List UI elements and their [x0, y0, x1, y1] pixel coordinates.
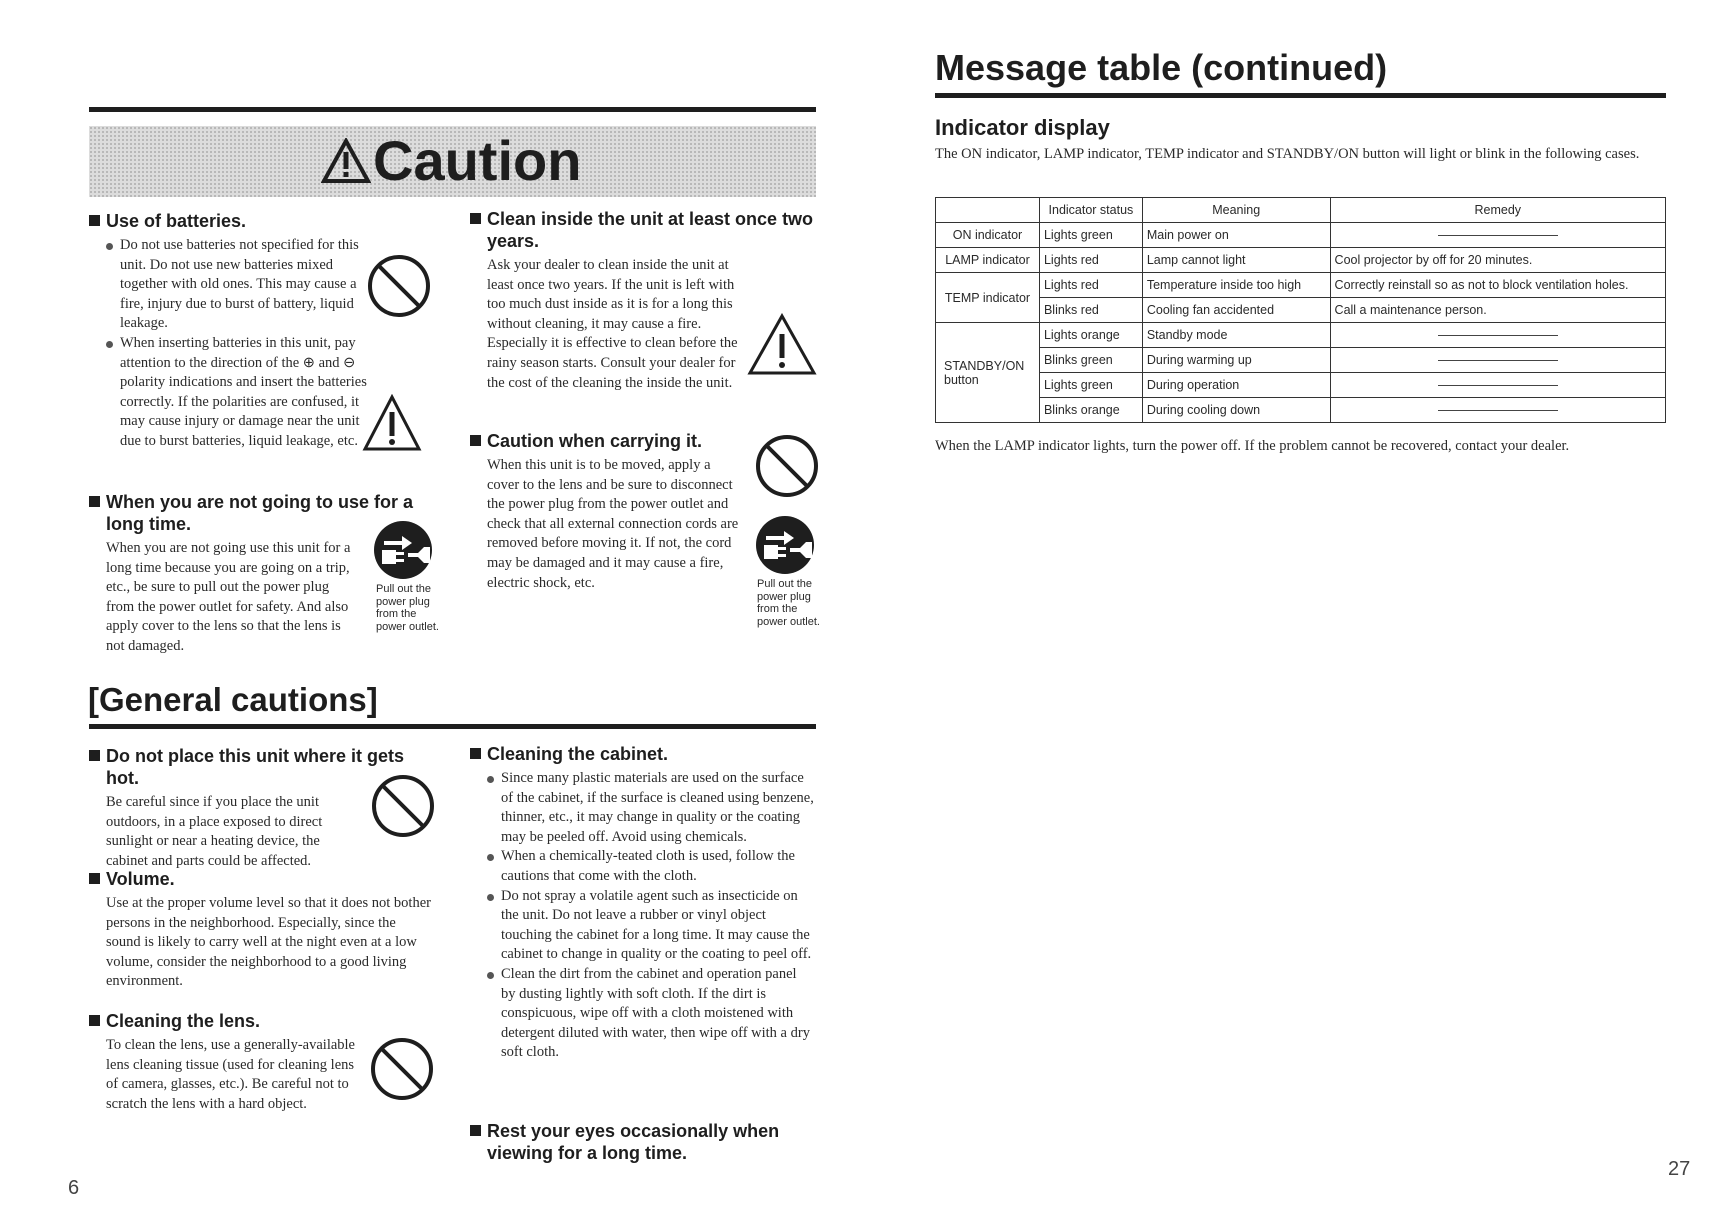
table-row — [936, 273, 1666, 298]
indicator-table — [935, 197, 1666, 423]
carrying-text: When this unit is to be moved, apply a cover to the lens and be sure to disconnect the power plug from the power outlet and check that all external connection cords are removed before moving it. If not, the cord may be damaged and it may cause a fire, electric shock, etc. — [487, 457, 739, 591]
section-batteries — [89, 210, 399, 452]
section-eyes — [470, 1120, 815, 1164]
long-time-text: When you are not going use this unit for a long time because you are going on a trip, etc., be sure to pull out the power plug from the power outlet for safety. And also apply cover to the lens so that the lens is not damaged. — [106, 540, 351, 654]
status-cell: Blinks green — [1039, 348, 1142, 373]
section-heading: Rest your eyes occasionally when viewing for a long time. — [470, 1120, 807, 1164]
indicator-label: STANDBY/ON button — [936, 323, 1040, 423]
indicator-label: LAMP indicator — [936, 248, 1040, 273]
meaning-cell: Standby mode — [1142, 323, 1330, 348]
pull-out-label: Pull out the power plug from the power outlet. — [757, 578, 820, 628]
status-cell: Blinks red — [1039, 298, 1142, 323]
general-rule — [89, 724, 816, 729]
title-rule — [935, 93, 1666, 98]
indicator-label: TEMP indicator — [936, 273, 1040, 323]
section-long-time — [89, 491, 414, 657]
volume-text: Use at the proper volume level so that it does not bother persons in the neighborhood. Especially, since the sound is likely to carry well at the night even at a low volume, consider the neighborhood to a good living environment. — [106, 895, 431, 990]
warning-icon — [362, 394, 422, 454]
remedy-cell: Cool projector by off for 20 minutes. — [1330, 248, 1665, 273]
meaning-cell: Main power on — [1142, 223, 1330, 248]
warning-icon — [747, 313, 817, 377]
page-number-left: 6 — [68, 1177, 80, 1199]
section-volume — [89, 868, 434, 992]
table-header-row — [936, 198, 1666, 223]
prohibition-icon — [754, 433, 820, 499]
header-cell: Remedy — [1330, 198, 1665, 223]
status-cell: Lights orange — [1039, 323, 1142, 348]
status-cell: Lights green — [1039, 223, 1142, 248]
warning-triangle-icon — [321, 138, 371, 184]
remedy-cell: Correctly reinstall so as not to block ventilation holes. — [1330, 273, 1665, 298]
header-cell: Meaning — [1142, 198, 1330, 223]
cabinet-bullet: Since many plastic materials are used on the surface of the cabinet, if the surface is cleaned using benzene, thinner, etc., it may change in quality or the coating may be peeled off. Avoid using chemicals. — [487, 769, 814, 847]
prohibition-icon — [366, 253, 432, 319]
section-heading: Caution when carrying it. — [470, 430, 815, 452]
remedy-cell — [1330, 348, 1665, 373]
caution-banner — [89, 126, 816, 197]
meaning-cell: During cooling down — [1142, 398, 1330, 423]
remedy-cell: Call a maintenance person. — [1330, 298, 1665, 323]
cabinet-bullet: Clean the dirt from the cabinet and operation panel by dusting lightly with soft cloth. If the dirt is conspicuous, wipe off with a cloth moistened with detergent diluted with water, then wipe off with a dry soft cloth. — [487, 965, 814, 1063]
section-heading: Use of batteries. — [89, 210, 399, 232]
message-table-title: Message table (continued) — [935, 47, 1388, 88]
remedy-cell — [1330, 323, 1665, 348]
general-cautions-title: [General cautions] — [88, 681, 378, 718]
table-row — [936, 348, 1666, 373]
pull-out-label: Pull out the power plug from the power outlet. — [376, 583, 439, 633]
section-heading: When you are not going to use for a long time. — [89, 491, 426, 535]
meaning-cell: Cooling fan accidented — [1142, 298, 1330, 323]
table-row — [936, 323, 1666, 348]
section-heading: Clean inside the unit at least once two years. — [470, 208, 832, 252]
status-cell: Lights red — [1039, 248, 1142, 273]
section-heading: Volume. — [89, 868, 434, 890]
meaning-cell: During warming up — [1142, 348, 1330, 373]
remedy-cell — [1330, 373, 1665, 398]
indicator-label: ON indicator — [936, 223, 1040, 248]
meaning-cell: Lamp cannot light — [1142, 248, 1330, 273]
status-cell: Lights red — [1039, 273, 1142, 298]
caution-title-text: Caution — [373, 129, 582, 192]
section-heading: Do not place this unit where it gets hot. — [89, 745, 434, 789]
indicator-display-title: Indicator display — [935, 115, 1110, 140]
table-row — [936, 223, 1666, 248]
section-heading: Cleaning the cabinet. — [470, 743, 815, 765]
prohibition-icon — [369, 1036, 435, 1102]
cabinet-bullet: Do not spray a volatile agent such as insecticide on the unit. Do not leave a rubber or vinyl object touching the cabinet for a long time. It may cause the cabinet to change in quality or the coating to peel off. — [487, 887, 814, 965]
hot-text: Be careful since if you place the unit outdoors, in a place exposed to direct sunlight or near a heating device, the cabinet and parts could be affected. — [106, 794, 323, 869]
section-heading: Cleaning the lens. — [89, 1010, 434, 1032]
table-row — [936, 373, 1666, 398]
clean-inside-text: Ask your dealer to clean inside the unit at least once two years. If the unit is left with too much dust inside as it is for a long this without cleaning, it may cause a fire. Especially it is effective to clean before the rainy season starts. Consult your dealer for the cost of the cleaning the inside the unit. — [487, 257, 738, 391]
cabinet-bullet: When a chemically-teated cloth is used, follow the cautions that come with the cloth. — [487, 847, 814, 886]
top-rule — [89, 107, 816, 112]
header-cell: Indicator status — [1039, 198, 1142, 223]
batteries-bullet-2: When inserting batteries in this unit, pay attention to the direction of the ⊕ and ⊖ polarity indications and insert the batteries correctly. If the polarities are confused, it may cause injury or damage near the unit due to burst batteries, liquid leakage, etc. — [106, 334, 398, 452]
meaning-cell: During operation — [1142, 373, 1330, 398]
remedy-cell — [1330, 398, 1665, 423]
table-row — [936, 298, 1666, 323]
remedy-cell — [1330, 223, 1665, 248]
meaning-cell: Temperature inside too high — [1142, 273, 1330, 298]
caution-heading — [321, 130, 581, 192]
status-cell: Blinks orange — [1039, 398, 1142, 423]
prohibition-icon — [370, 773, 436, 839]
table-row — [936, 398, 1666, 423]
section-cabinet — [470, 743, 815, 1063]
lens-text: To clean the lens, use a generally-available lens cleaning tissue (used for cleaning lens of camera, glasses, etc.). Be careful not to scratch the lens with a hard object. — [106, 1037, 355, 1112]
lamp-note: When the LAMP indicator lights, turn the power off. If the problem cannot be recovered, contact your dealer. — [935, 438, 1570, 454]
batteries-bullet-1: Do not use batteries not specified for this unit. Do not use new batteries mixed together with old ones. This may cause a fire, injury due to burst of battery, liquid leakage. — [106, 236, 398, 334]
unplug-icon — [754, 514, 816, 576]
status-cell: Lights green — [1039, 373, 1142, 398]
unplug-icon — [372, 519, 434, 581]
header-cell — [936, 198, 1040, 223]
table-row — [936, 248, 1666, 273]
page-number-right: 27 — [1668, 1158, 1691, 1180]
indicator-description: The ON indicator, LAMP indicator, TEMP indicator and STANDBY/ON button will light or blink in the following cases. — [935, 146, 1640, 162]
